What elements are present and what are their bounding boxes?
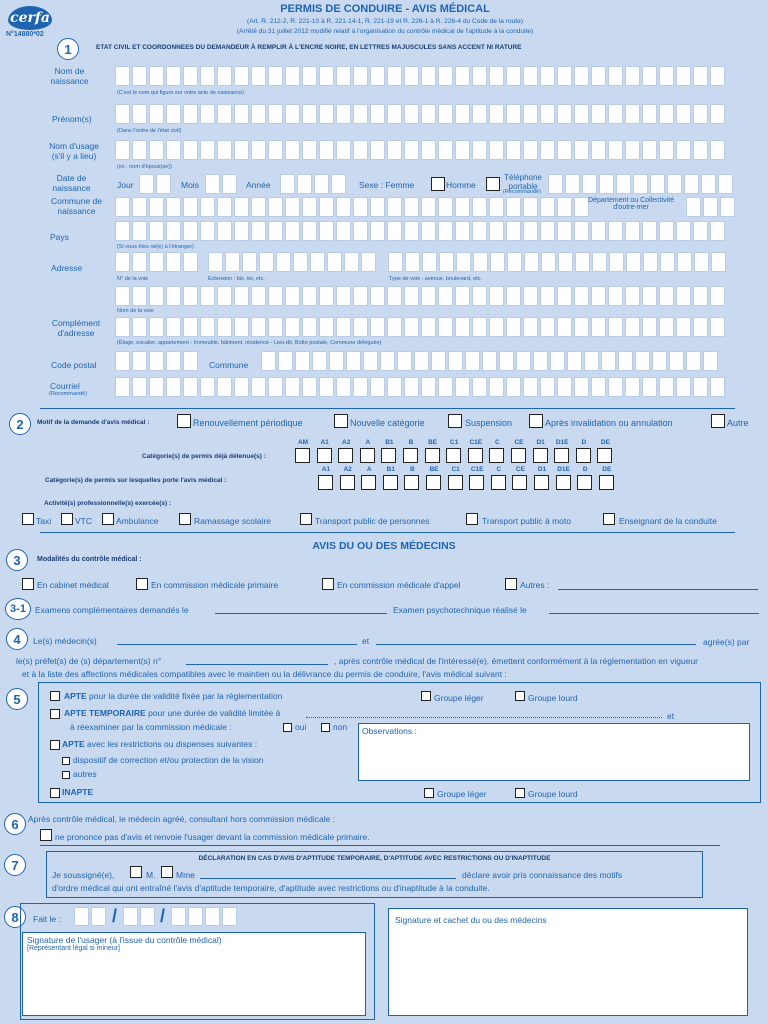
nom-hint: (C'est le nom qui figure sur votre acte de naissance) — [117, 90, 244, 96]
cabinet-label: En cabinet médical — [37, 580, 109, 590]
req-cat-label: B — [410, 466, 415, 473]
complement-label: Complément d'adresse — [51, 318, 101, 338]
legal-ref-2: (Arrêté du 31 juillet 2012 modifié relatif à l'organisation du contrôle médical de l'aptitude à la conduite) — [236, 28, 534, 35]
signature-usager-box[interactable] — [22, 932, 366, 1016]
apte-rest: pour la durée de validité fixée par la réglementation — [86, 691, 283, 701]
held-cat-checkbox[interactable] — [295, 448, 310, 463]
held-cat-checkbox[interactable] — [446, 448, 461, 463]
complement-field[interactable] — [115, 317, 725, 337]
ramassage-label: Ramassage scolaire — [194, 516, 272, 526]
form-number: N°14880*02 — [6, 31, 44, 38]
req-cat-label: A1 — [321, 466, 331, 473]
psycho-label: Examen psychotechnique réalisé le — [393, 605, 527, 615]
apte-groupe-lourd-label: Groupe lourd — [528, 693, 578, 703]
autres-restr-label: autres — [73, 769, 97, 779]
section-7-line2: d'ordre médical qui ont entraîné l'avis d'aptitude temporaire, d'aptitude avec restrictions ou d'inaptitude à la conduite. — [52, 883, 490, 893]
autre-checkbox[interactable] — [711, 414, 725, 428]
taxi-checkbox[interactable] — [22, 513, 34, 525]
telephone-recommande: (Recommandé) — [503, 189, 541, 195]
medecin1-line[interactable] — [117, 644, 357, 645]
req-cat-checkbox[interactable] — [469, 475, 484, 490]
commission-appel-label: En commission médicale d'appel — [337, 580, 461, 590]
req-cat-label: D1 — [537, 466, 547, 473]
homme-label: Homme — [446, 180, 476, 190]
held-cat-label: CE — [514, 439, 524, 446]
req-cat-checkbox[interactable] — [426, 475, 441, 490]
apte-temp-rest: pour une durée de validité limitée à — [145, 708, 281, 718]
section-1-title: ETAT CIVIL ET COORDONNEES DU DEMANDEUR À REMPLIR À L'ENCRE NOIRE, EN LETTRES MAJUSCULES SANS ACCENT NI RATURE — [96, 44, 522, 51]
req-cat-checkbox[interactable] — [448, 475, 463, 490]
activite-label: Activité(s) professionnelle(s) exercée(s) : — [44, 500, 172, 507]
req-cat-checkbox[interactable] — [512, 475, 527, 490]
held-cat-checkbox[interactable] — [533, 448, 548, 463]
held-categories-label: Catégorie(s) de permis déjà détenue(s) : — [142, 453, 266, 460]
ambulance-label: Ambulance — [116, 516, 159, 526]
signature-medecin-label: Signature et cachet du ou des médecins — [395, 915, 547, 925]
apte-checkbox[interactable] — [50, 691, 60, 701]
apte-restrictions-checkbox[interactable] — [50, 740, 60, 750]
observations-box[interactable] — [358, 723, 750, 781]
requested-categories-label: Catégorie(s) de permis sur lesquelles porte l'avis médical : — [45, 477, 227, 484]
held-cat-label: B — [408, 439, 414, 446]
req-cat-label: C — [496, 466, 502, 473]
held-cat-label: B1 — [385, 439, 394, 446]
held-cat-label: A2 — [342, 439, 351, 446]
req-cat-checkbox[interactable] — [361, 475, 376, 490]
annee-label: Année — [246, 180, 271, 190]
section-1-number: 1 — [57, 38, 79, 60]
cp-field[interactable] — [115, 351, 198, 371]
commune2-field[interactable] — [261, 351, 718, 371]
annee-field[interactable] — [280, 174, 346, 194]
vtc-label: VTC — [75, 516, 92, 526]
req-cat-checkbox[interactable] — [577, 475, 592, 490]
oui-label: oui — [295, 722, 307, 732]
transport-personnes-checkbox[interactable] — [300, 513, 312, 525]
complement-hint: (Étage, escalier, appartement - Immeuble, bâtiment, résidence - Lieu-dit, Boîte postale, Commune déléguée) — [117, 340, 382, 346]
non-checkbox[interactable] — [321, 723, 330, 732]
section-7-title: DÉCLARATION EN CAS D'AVIS D'APTITUDE TEMPORAIRE, D'APTITUDE AVEC RESTRICTIONS OU D'INAPTITUDE — [198, 855, 551, 862]
autre-label: Autre — [727, 418, 749, 428]
jour-label: Jour — [117, 180, 134, 190]
section-31-number: 3-1 — [5, 598, 31, 620]
renvoi-checkbox[interactable] — [40, 829, 52, 841]
usage-hint: (ex : nom d'époux(se)) — [117, 164, 172, 170]
jour-field[interactable] — [139, 174, 171, 194]
held-cat-label: D1 — [536, 439, 545, 446]
held-cat-checkbox[interactable] — [425, 448, 440, 463]
agrees-label: agrée(s) par — [703, 637, 750, 647]
psycho-line[interactable] — [549, 613, 759, 614]
voie-num-hint: N° de la voie — [117, 276, 149, 282]
req-cat-label: B1 — [386, 466, 395, 473]
pays-field[interactable] — [115, 221, 725, 241]
date-sep-2: / — [160, 906, 166, 926]
medecins-label: Le(s) médecin(s) — [33, 636, 97, 646]
held-cat-label: AM — [297, 439, 309, 446]
suspension-checkbox[interactable] — [448, 414, 462, 428]
soussigne-label: Je soussigné(e), — [52, 870, 115, 880]
voie-num-field[interactable] — [115, 252, 198, 272]
oui-checkbox[interactable] — [283, 723, 292, 732]
mme-label: Mme — [176, 870, 195, 880]
commission-appel-checkbox[interactable] — [322, 578, 334, 590]
held-cat-label: DE — [600, 439, 610, 446]
signature-usager-label: Signature de l'usager (à l'issue du contrôle médical) — [27, 935, 222, 945]
held-cat-checkbox[interactable] — [554, 448, 569, 463]
signature-medecin-box[interactable] — [388, 908, 748, 1016]
req-cat-label: D1E — [557, 466, 570, 473]
held-cat-checkbox[interactable] — [597, 448, 612, 463]
date-sep-1: / — [112, 906, 118, 926]
apte-groupe-leger-label: Groupe léger — [434, 693, 484, 703]
m-label: M. — [146, 870, 156, 880]
inapte-label: INAPTE — [62, 787, 94, 797]
nom-voie-hint: Nom de la voie — [117, 308, 154, 314]
commission-primaire-label: En commission médicale primaire — [151, 580, 279, 590]
req-cat-label: CE — [515, 466, 525, 473]
commune-label: Commune de naissance — [50, 196, 103, 216]
section-3-number: 3 — [6, 549, 28, 571]
type-voie-hint: Type de voie : avenue, boulevard, etc. — [389, 276, 482, 282]
autres-restr-checkbox[interactable] — [62, 771, 70, 779]
apte-groupe-lourd-checkbox[interactable] — [515, 691, 525, 701]
ambulance-checkbox[interactable] — [102, 513, 114, 525]
apte-restr-rest: avec les restrictions ou dispenses suivantes : — [84, 739, 258, 749]
req-cat-checkbox[interactable] — [556, 475, 571, 490]
section-7-number: 7 — [4, 854, 26, 876]
dept-field[interactable] — [686, 197, 735, 217]
apte-bold: APTE — [64, 691, 87, 701]
section-4-number: 4 — [6, 628, 28, 650]
req-cat-checkbox[interactable] — [491, 475, 506, 490]
section-6-text1: Après contrôle médical, le médecin agréé, consultant hors commission médicale : — [28, 814, 336, 824]
avis-title: AVIS DU OU DES MÉDECINS — [312, 540, 456, 552]
held-cat-label: C1E — [469, 439, 483, 446]
invalidation-label: Après invalidation ou annulation — [545, 418, 673, 428]
held-cat-label: C — [495, 439, 500, 446]
reglementation-text: , après contrôle médical de l'intéressé(e), émettent conformément à la réglementation en vigueur — [334, 656, 699, 666]
sexe-label: Sexe : Femme — [359, 180, 415, 190]
ramassage-checkbox[interactable] — [179, 513, 191, 525]
pays-hint: (Si vous êtes né(e) à l'étranger) — [117, 244, 194, 250]
representant-label: [Représentant légal si mineur] — [27, 945, 120, 952]
fait-mois-field[interactable] — [123, 907, 155, 926]
req-cat-checkbox[interactable] — [534, 475, 549, 490]
held-cat-checkbox[interactable] — [468, 448, 483, 463]
transport-moto-label: Transport public à moto — [482, 516, 571, 526]
departement-line[interactable] — [186, 664, 328, 665]
logo-text: cerfa — [10, 10, 50, 26]
commission-primaire-checkbox[interactable] — [136, 578, 148, 590]
section-5-number: 5 — [6, 688, 28, 710]
req-cat-checkbox[interactable] — [318, 475, 333, 490]
apte-temp-bold: APTE TEMPORAIRE — [64, 708, 146, 718]
apte-temporaire-checkbox[interactable] — [50, 709, 60, 719]
femme-checkbox[interactable] — [431, 177, 445, 191]
mois-label: Mois — [181, 180, 199, 190]
req-cat-checkbox[interactable] — [383, 475, 398, 490]
date-label: Date de naissance — [52, 173, 91, 193]
held-cat-checkbox[interactable] — [576, 448, 591, 463]
inapte-groupe-leger-checkbox[interactable] — [424, 788, 434, 798]
duree-line[interactable] — [306, 717, 662, 718]
legal-ref-1: (Art. R. 212-2, R. 221-10 à R. 221-14-1, R. 221-19 et R. 226-1 à R. 226-4 du Code de la route) — [247, 18, 523, 25]
req-cat-label: DE — [602, 466, 612, 473]
fait-annee-field[interactable] — [171, 907, 237, 926]
req-cat-checkbox[interactable] — [340, 475, 355, 490]
nom-declarant-line[interactable] — [200, 878, 456, 879]
cerfa-logo — [8, 6, 52, 30]
prenom-hint: (Dans l'ordre de l'état civil) — [117, 128, 182, 134]
m-checkbox[interactable] — [130, 866, 142, 878]
divider-1 — [40, 408, 735, 409]
liste-affections-text: et à la liste des affections médicales compatibles avec le maintien ou la délivrance du permis de conduire, l'avis médical suivant : — [22, 669, 507, 679]
inapte-groupe-lourd-label: Groupe lourd — [528, 789, 578, 799]
nouvelle-categorie-label: Nouvelle catégorie — [350, 418, 425, 428]
reexam-label: à réexaminer par la commission médicale : — [70, 722, 232, 732]
dispositif-label: dispositif de correction et/ou protection de la vision — [73, 755, 264, 765]
req-cat-label: A2 — [343, 466, 352, 473]
motif-label: Motif de la demande d'avis médical : — [37, 419, 150, 426]
exams-label: Examens complémentaires demandés le — [35, 605, 189, 615]
invalidation-checkbox[interactable] — [529, 414, 543, 428]
commune2-label: Commune — [209, 360, 249, 370]
adresse-label: Adresse — [51, 263, 83, 273]
declare-label: déclare avoir pris connaissance des motifs — [462, 870, 623, 880]
renouvellement-label: Renouvellement périodique — [193, 418, 303, 428]
autres-label: Autres : — [520, 580, 550, 590]
prenom-label: Prénom(s) — [52, 114, 92, 124]
req-cat-label: A — [366, 466, 372, 473]
et-label-2: et — [667, 711, 675, 721]
req-cat-checkbox[interactable] — [599, 475, 614, 490]
apte-restr-bold: APTE — [62, 739, 85, 749]
apte-restrictions-text — [62, 739, 257, 749]
apte-text — [64, 691, 282, 701]
held-cat-label: A1 — [320, 439, 329, 446]
held-cat-label: C1 — [450, 439, 459, 446]
autres-checkbox[interactable] — [505, 578, 517, 590]
apte-groupe-leger-checkbox[interactable] — [421, 691, 431, 701]
inapte-checkbox[interactable] — [50, 788, 60, 798]
type-voie-field[interactable] — [388, 252, 726, 272]
enseignant-label: Enseignant de la conduite — [619, 516, 717, 526]
homme-checkbox[interactable] — [486, 177, 500, 191]
section-8-number: 8 — [4, 906, 26, 928]
held-cat-checkbox[interactable] — [403, 448, 418, 463]
medecin2-line[interactable] — [376, 644, 696, 645]
observations-label: Observations : — [362, 726, 417, 736]
held-cat-label: A — [365, 439, 371, 446]
section-3-title: Modalités du contrôle médical : — [37, 556, 142, 563]
enseignant-checkbox[interactable] — [603, 513, 615, 525]
exams-line[interactable] — [215, 613, 387, 614]
inapte-groupe-leger-label: Groupe léger — [437, 789, 487, 799]
held-cat-checkbox[interactable] — [317, 448, 332, 463]
section-6-text2: ne prononce pas d'avis et renvoie l'usager devant la commission médicale primaire. — [55, 832, 370, 842]
held-cat-checkbox[interactable] — [338, 448, 353, 463]
courriel-label: Courriel — [50, 381, 80, 391]
req-cat-checkbox[interactable] — [404, 475, 419, 490]
autres-line[interactable] — [558, 589, 758, 590]
held-cat-checkbox[interactable] — [489, 448, 504, 463]
req-cat-label: BE — [429, 466, 439, 473]
usage-field[interactable] — [115, 140, 725, 160]
courriel-field[interactable] — [115, 377, 725, 397]
fait-label: Fait le : — [33, 914, 61, 924]
held-cat-label: D — [581, 439, 587, 446]
apte-temporaire-text — [64, 708, 280, 718]
held-cat-checkbox[interactable] — [511, 448, 526, 463]
nom-field[interactable] — [115, 66, 725, 86]
prefet-label: le(s) préfet(s) de (s) département(s) n° — [16, 656, 162, 666]
non-label: non — [333, 722, 348, 732]
transport-moto-checkbox[interactable] — [466, 513, 478, 525]
mme-checkbox[interactable] — [161, 866, 173, 878]
cp-label: Code postal — [51, 360, 97, 370]
nouvelle-categorie-checkbox[interactable] — [334, 414, 348, 428]
suspension-label: Suspension — [465, 418, 513, 428]
extension-field[interactable] — [208, 252, 376, 272]
req-cat-label: C1E — [470, 466, 484, 473]
mois-field[interactable] — [205, 174, 237, 194]
held-cat-label: BE — [428, 439, 438, 446]
prenom-field[interactable] — [115, 104, 725, 124]
section-2-number: 2 — [9, 413, 31, 435]
inapte-groupe-lourd-checkbox[interactable] — [515, 788, 525, 798]
held-cat-label: D1E — [555, 439, 569, 446]
req-cat-label: C1 — [451, 466, 460, 473]
telephone-label: Téléphone portable — [504, 173, 542, 191]
commune-field[interactable] — [115, 197, 589, 217]
dept-label: Département ou Collectivité d'outre-mer — [588, 197, 674, 211]
courriel-recommande: (Recommandé) — [49, 391, 87, 397]
usage-label: Nom d'usage (s'il y a lieu) — [49, 141, 99, 161]
telephone-field[interactable] — [548, 174, 733, 194]
vtc-checkbox[interactable] — [61, 513, 73, 525]
req-cat-label: D — [582, 466, 588, 473]
dispositif-checkbox[interactable] — [62, 757, 70, 765]
held-cat-checkbox[interactable] — [360, 448, 375, 463]
renouvellement-checkbox[interactable] — [177, 414, 191, 428]
divider-2 — [40, 532, 735, 533]
et-label: et — [362, 636, 370, 646]
nom-label: Nom de naissance — [50, 66, 89, 86]
held-cat-checkbox[interactable] — [381, 448, 396, 463]
section-6-number: 6 — [4, 813, 26, 835]
nom-voie-field[interactable] — [115, 286, 725, 306]
extension-hint: Extension : bis, ter, etc. — [208, 276, 265, 282]
divider-6 — [40, 845, 720, 846]
fait-jour-field[interactable] — [74, 907, 106, 926]
cabinet-checkbox[interactable] — [22, 578, 34, 590]
page-title: PERMIS DE CONDUIRE - AVIS MÉDICAL — [280, 3, 490, 15]
taxi-label: Taxi — [36, 516, 52, 526]
transport-personnes-label: Transport public de personnes — [315, 516, 430, 526]
pays-label: Pays — [50, 232, 69, 242]
